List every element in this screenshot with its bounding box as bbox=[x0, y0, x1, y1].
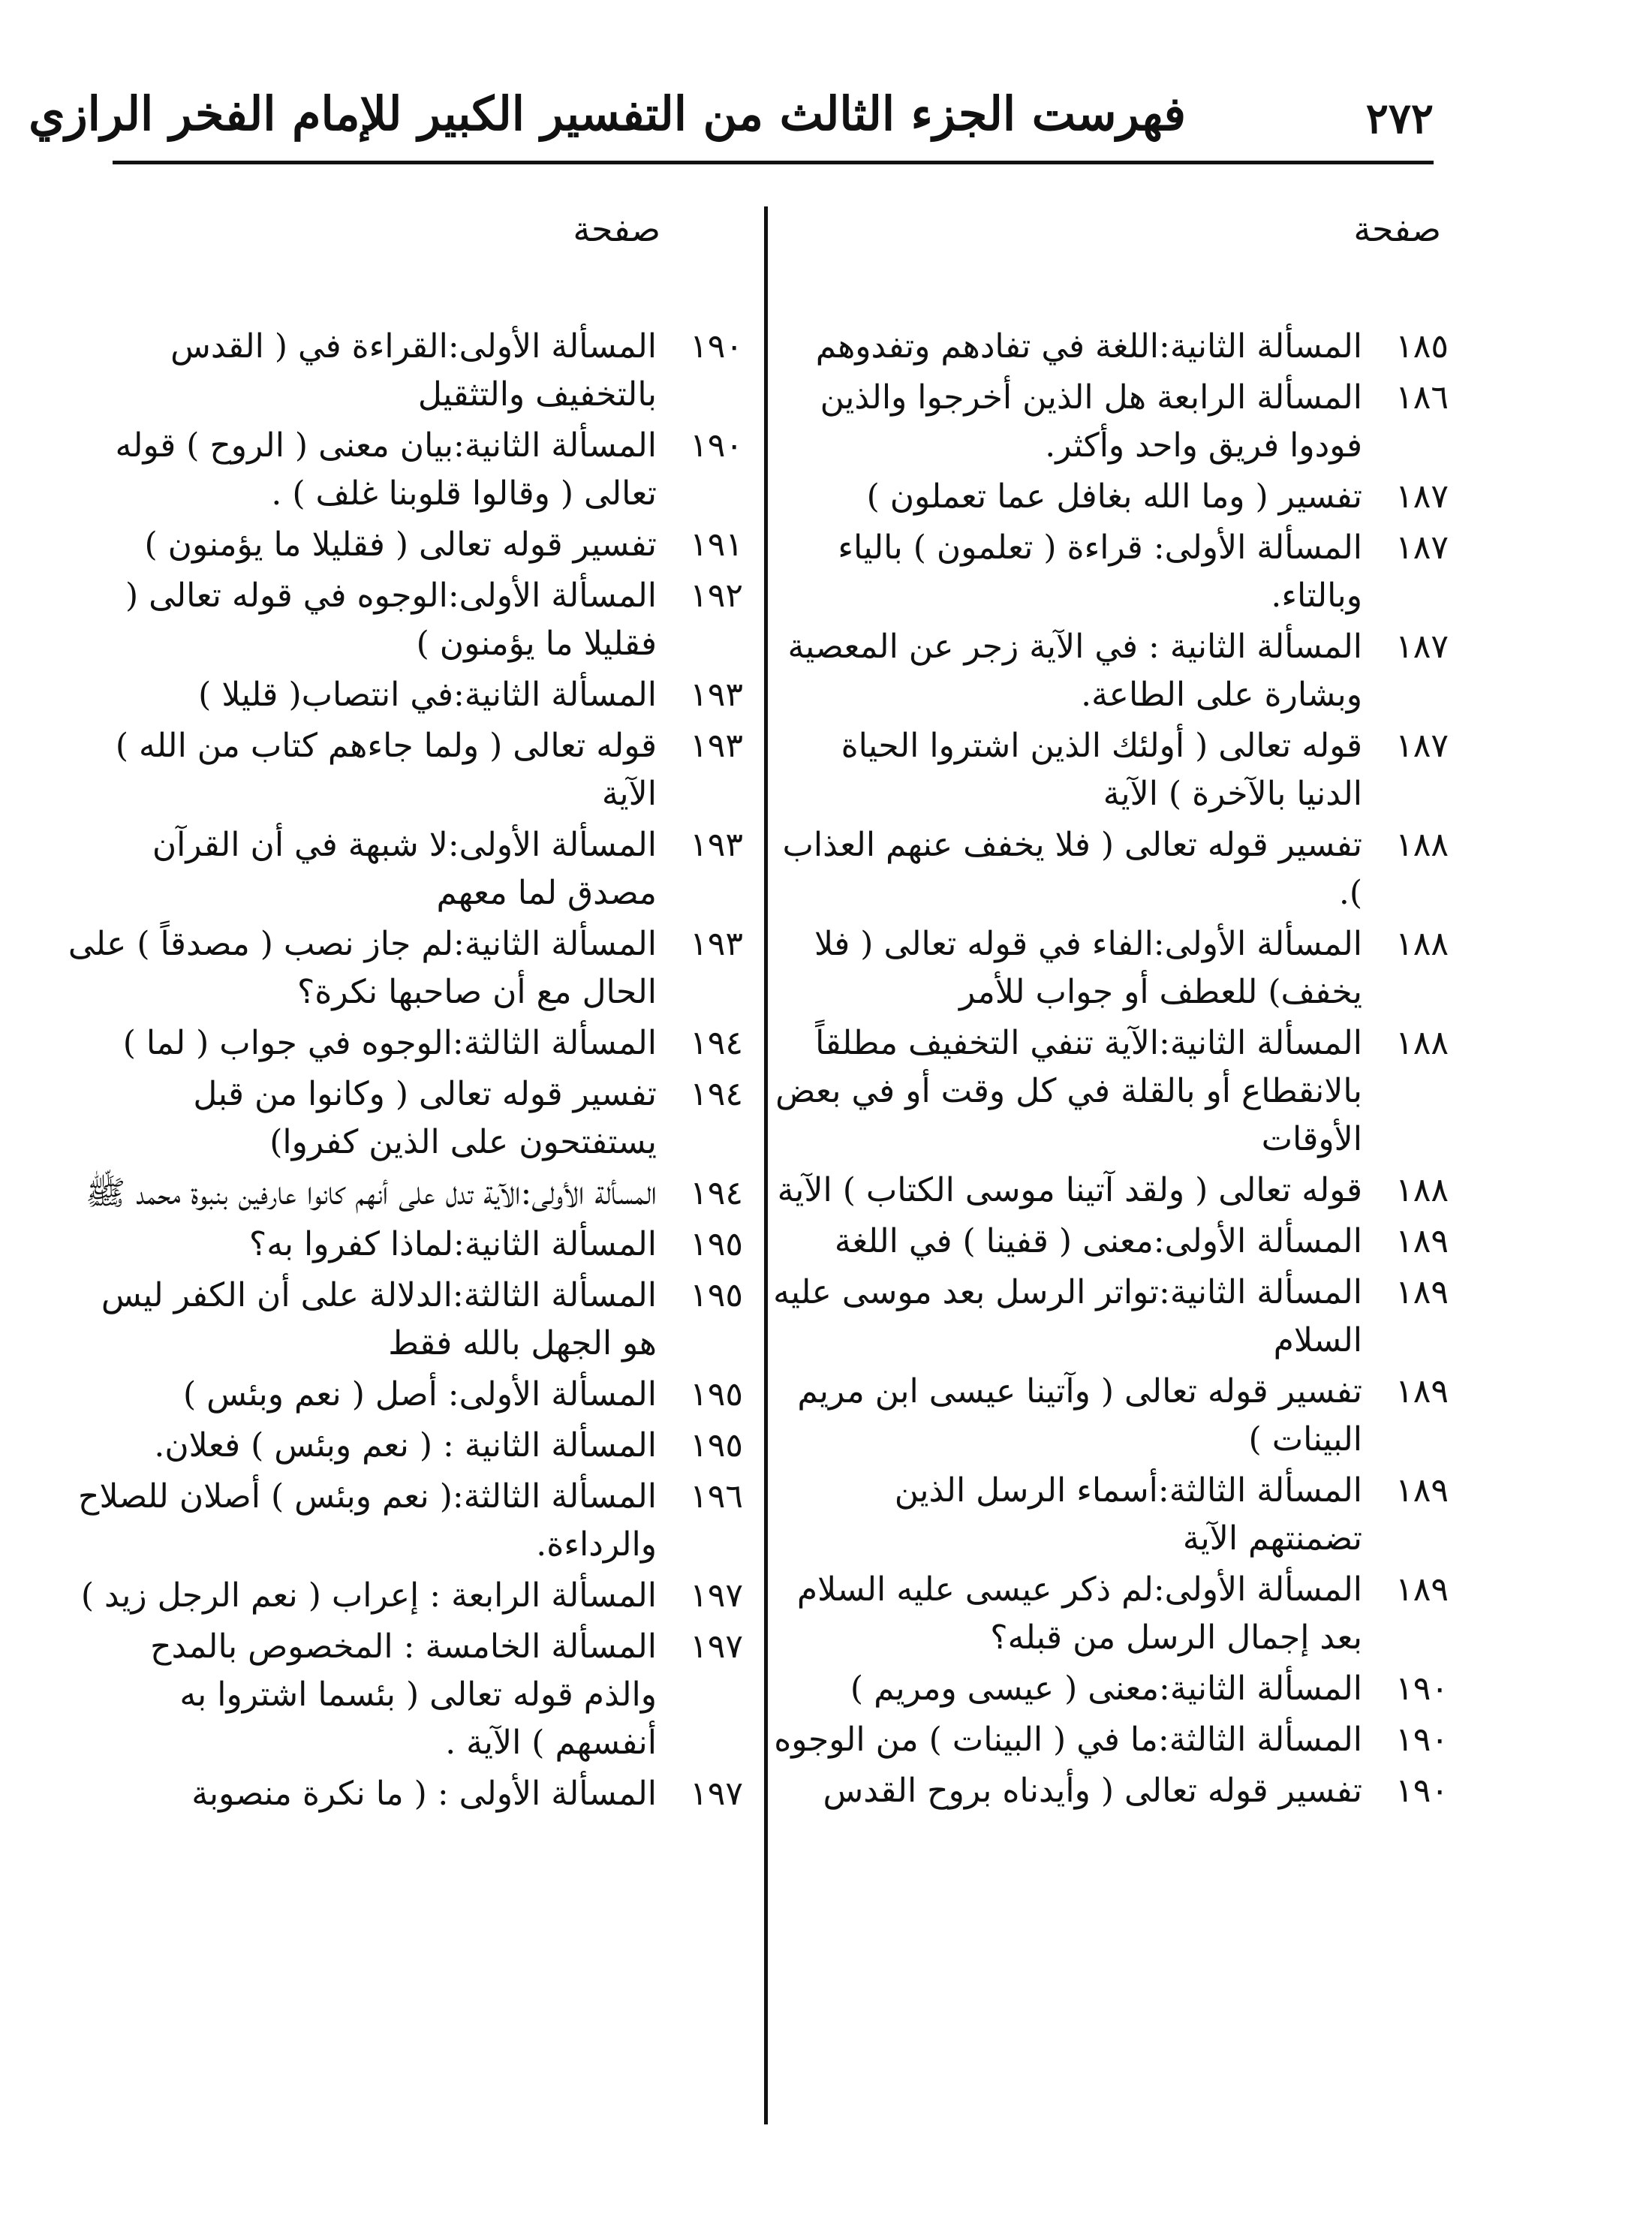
entry-page-number: ١٩٦ bbox=[690, 1477, 743, 1516]
column-heading: صفحة bbox=[573, 209, 660, 249]
entry-page-number: ١٩٠ bbox=[1395, 1721, 1449, 1759]
index-entry bbox=[68, 1221, 743, 1272]
entry-title: المسألة الثانية : في الآية زجر عن المعصية وبشارة على الطاعة. bbox=[787, 628, 1362, 714]
entry-title: المسألة الرابعة : إعراب ( نعم الرجل زيد ) bbox=[80, 1576, 657, 1615]
entry-page-number: ١٩٠ bbox=[1395, 1670, 1449, 1708]
index-entry bbox=[773, 1218, 1449, 1269]
entry-title: المسألة الثانية:في انتصاب( قليلا ) bbox=[198, 676, 657, 714]
index-entry bbox=[68, 521, 743, 572]
index-entry bbox=[68, 1422, 743, 1473]
index-entry bbox=[68, 323, 743, 422]
entry-title: المسألة الثانية:اللغة في تفادهم وتفدوهم bbox=[815, 327, 1362, 366]
entry-page-number: ١٩٠ bbox=[690, 426, 743, 465]
index-entry bbox=[773, 374, 1449, 473]
index-entry bbox=[68, 422, 743, 521]
index-entry bbox=[773, 623, 1449, 722]
entry-page-number: ١٨٨ bbox=[1395, 1024, 1449, 1062]
index-entry bbox=[68, 572, 743, 671]
entry-title: المسألة الأولى:الفاء في قوله تعالى ( فلا يخفف) للعطف أو جواب للأمر bbox=[814, 925, 1362, 1011]
entry-title: قوله تعالى ( ولقد آتينا موسى الكتاب ) الآية bbox=[777, 1171, 1362, 1209]
entry-title: تفسير قوله تعالى ( فلا يخفف عنهم العذاب ). bbox=[782, 826, 1362, 912]
index-entry bbox=[773, 1368, 1449, 1467]
entry-title: المسألة الأولى : ( ما نكرة منصوبة bbox=[191, 1775, 657, 1813]
index-entry bbox=[68, 1170, 743, 1221]
entry-title: المسألة الثانية:بيان معنى ( الروح ) قوله تعالى ( وقالوا قلوبنا غلف ) . bbox=[115, 426, 657, 513]
entry-title: المسألة الأولى:الوجوه في قوله تعالى ( فقليلا ما يؤمنون ) bbox=[125, 577, 657, 663]
entry-title: المسألة الأولى:الآية تدل على أنهم كانوا عارفين بنبوة محمد ﷺ bbox=[86, 1174, 657, 1212]
entry-page-number: ١٩٥ bbox=[690, 1225, 743, 1263]
index-entry bbox=[68, 1272, 743, 1371]
index-entry bbox=[68, 1473, 743, 1572]
entry-title: المسألة الثانية:معنى ( عيسى ومريم ) bbox=[850, 1670, 1362, 1708]
entry-page-number: ١٨٩ bbox=[1395, 1471, 1449, 1510]
entry-page-number: ١٩٣ bbox=[690, 925, 743, 963]
right-column bbox=[773, 203, 1449, 1818]
entry-title: المسألة الثالثة:الوجوه في جواب ( لما ) bbox=[122, 1024, 657, 1062]
index-entry bbox=[773, 1566, 1449, 1665]
entry-list bbox=[68, 323, 743, 1821]
entry-page-number: ١٩٥ bbox=[690, 1426, 743, 1465]
entry-page-number: ١٨٦ bbox=[1395, 378, 1449, 417]
entry-title: تفسير قوله تعالى ( فقليلا ما يؤمنون ) bbox=[144, 525, 657, 564]
entry-page-number: ١٩٧ bbox=[690, 1627, 743, 1666]
page-number: ٢٧٢ bbox=[1365, 94, 1434, 143]
entry-page-number: ١٩١ bbox=[690, 525, 743, 564]
header-rule bbox=[113, 161, 1434, 164]
entry-page-number: ١٨٧ bbox=[1395, 528, 1449, 567]
entry-page-number: ١٩٤ bbox=[690, 1174, 743, 1212]
entry-title: المسألة الأولى: قراءة ( تعلمون ) بالياء وبالتاء. bbox=[838, 528, 1362, 615]
entry-page-number: ١٨٩ bbox=[1395, 1570, 1449, 1609]
entry-page-number: ١٨٧ bbox=[1395, 727, 1449, 765]
running-title: فهرست الجزء الثالث من التفسير الكبير للإمام الفخر الرازي bbox=[29, 86, 1186, 141]
entry-page-number: ١٨٩ bbox=[1395, 1372, 1449, 1411]
index-entry bbox=[773, 1767, 1449, 1818]
index-entry bbox=[68, 1572, 743, 1623]
entry-page-number: ١٩٣ bbox=[690, 727, 743, 765]
index-entry bbox=[773, 920, 1449, 1019]
column-divider bbox=[764, 206, 768, 2124]
entry-title: تفسير قوله تعالى ( وآتينا عيسى ابن مريم البينات ) bbox=[797, 1372, 1362, 1459]
entry-page-number: ١٨٨ bbox=[1395, 1171, 1449, 1209]
entry-title: المسألة الثانية:تواتر الرسل بعد موسى عليه السلام bbox=[773, 1273, 1362, 1359]
entry-page-number: ١٨٩ bbox=[1395, 1273, 1449, 1311]
entry-title: المسألة الثانية : ( نعم وبئس ) فعلان. bbox=[154, 1426, 657, 1465]
index-entry bbox=[773, 1716, 1449, 1767]
entry-page-number: ١٩٢ bbox=[690, 577, 743, 615]
entry-title: المسألة الثالثة:ما في ( البينات ) من الوجوه bbox=[774, 1721, 1362, 1759]
entry-title: المسألة الأولى:القراءة في ( القدس بالتخفيف والتثقيل bbox=[170, 327, 657, 414]
entry-page-number: ١٩٣ bbox=[690, 826, 743, 864]
entry-page-number: ١٩٣ bbox=[690, 676, 743, 714]
entry-title: تفسير ( وما الله بغافل عما تعملون ) bbox=[866, 477, 1362, 516]
entry-title: المسألة الثالثة:أسماء الرسل الذين تضمنتهم الآية bbox=[894, 1471, 1362, 1558]
entry-title: المسألة الثانية:لم جاز نصب ( مصدقاً ) على الحال مع أن صاحبها نكرة؟ bbox=[68, 925, 657, 1011]
index-entry bbox=[68, 1623, 743, 1770]
entry-page-number: ١٨٥ bbox=[1395, 327, 1449, 366]
index-entry bbox=[68, 1070, 743, 1170]
entry-title: المسألة الثانية:الآية تنفي التخفيف مطلقاً بالانقطاع أو بالقلة في كل وقت أو في بعض الأوقات bbox=[775, 1024, 1362, 1158]
index-entry bbox=[773, 473, 1449, 524]
entry-title: قوله تعالى ( ولما جاءهم كتاب من الله ) الآية bbox=[115, 727, 657, 813]
entry-title: المسألة الأولى: أصل ( نعم وبئس ) bbox=[183, 1375, 657, 1414]
index-entry bbox=[773, 1167, 1449, 1218]
entry-title: المسألة الثالثة:الدلالة على أن الكفر ليس هو الجهل بالله فقط bbox=[101, 1276, 657, 1362]
entry-page-number: ١٨٩ bbox=[1395, 1222, 1449, 1260]
entry-title: المسألة الخامسة : المخصوص بالمدح والذم قوله تعالى ( بئسما اشتروا به أنفسهم ) الآية . bbox=[150, 1627, 657, 1762]
entry-title: المسألة الرابعة هل الذين أخرجوا والذين فودوا فريق واحد وأكثر. bbox=[820, 378, 1362, 465]
entry-page-number: ١٨٨ bbox=[1395, 826, 1449, 864]
entry-title: المسألة الثالثة:( نعم وبئس ) أصلان للصلاح والرداءة. bbox=[78, 1477, 657, 1564]
entry-page-number: ١٩٧ bbox=[690, 1576, 743, 1615]
entry-list bbox=[773, 323, 1449, 1818]
index-entry bbox=[68, 821, 743, 920]
entry-page-number: ١٨٧ bbox=[1395, 477, 1449, 516]
column-heading: صفحة bbox=[1353, 209, 1441, 249]
left-column bbox=[68, 203, 743, 1821]
index-entry bbox=[773, 821, 1449, 920]
index-entry bbox=[773, 722, 1449, 821]
page-header bbox=[29, 71, 1434, 161]
entry-title: قوله تعالى ( أولئك الذين اشتروا الحياة الدنيا بالآخرة ) الآية bbox=[841, 727, 1362, 813]
entry-page-number: ١٨٨ bbox=[1395, 925, 1449, 963]
index-entry bbox=[773, 1019, 1449, 1167]
index-entry bbox=[68, 1770, 743, 1821]
entry-page-number: ١٩٤ bbox=[690, 1024, 743, 1062]
entry-page-number: ١٩٠ bbox=[1395, 1772, 1449, 1810]
index-entry bbox=[68, 1019, 743, 1070]
entry-title: تفسير قوله تعالى ( وكانوا من قبل يستفتحون على الذين كفروا) bbox=[193, 1075, 657, 1161]
entry-page-number: ١٩٧ bbox=[690, 1775, 743, 1813]
index-entry bbox=[773, 1467, 1449, 1566]
entry-page-number: ١٨٧ bbox=[1395, 628, 1449, 666]
index-entry bbox=[773, 323, 1449, 374]
index-entry bbox=[68, 1371, 743, 1422]
entry-page-number: ١٩٠ bbox=[690, 327, 743, 366]
entry-title: المسألة الأولى:معنى ( قفينا ) في اللغة bbox=[834, 1222, 1362, 1260]
entry-page-number: ١٩٥ bbox=[690, 1276, 743, 1314]
entry-title: تفسير قوله تعالى ( وأيدناه بروح القدس bbox=[823, 1772, 1362, 1810]
index-entry bbox=[773, 1269, 1449, 1368]
entry-title: المسألة الأولى:لم ذكر عيسى عليه السلام بعد إجمال الرسل من قبله؟ bbox=[796, 1570, 1362, 1657]
entry-title: المسألة الأولى:لا شبهة في أن القرآن مصدق لما معهم bbox=[152, 826, 657, 912]
index-entry bbox=[68, 920, 743, 1019]
index-entry bbox=[773, 524, 1449, 623]
index-entry bbox=[68, 671, 743, 722]
entry-page-number: ١٩٥ bbox=[690, 1375, 743, 1414]
index-entry bbox=[773, 1665, 1449, 1716]
index-entry bbox=[68, 722, 743, 821]
entry-page-number: ١٩٤ bbox=[690, 1075, 743, 1113]
entry-title: المسألة الثانية:لماذا كفروا به؟ bbox=[248, 1225, 657, 1263]
